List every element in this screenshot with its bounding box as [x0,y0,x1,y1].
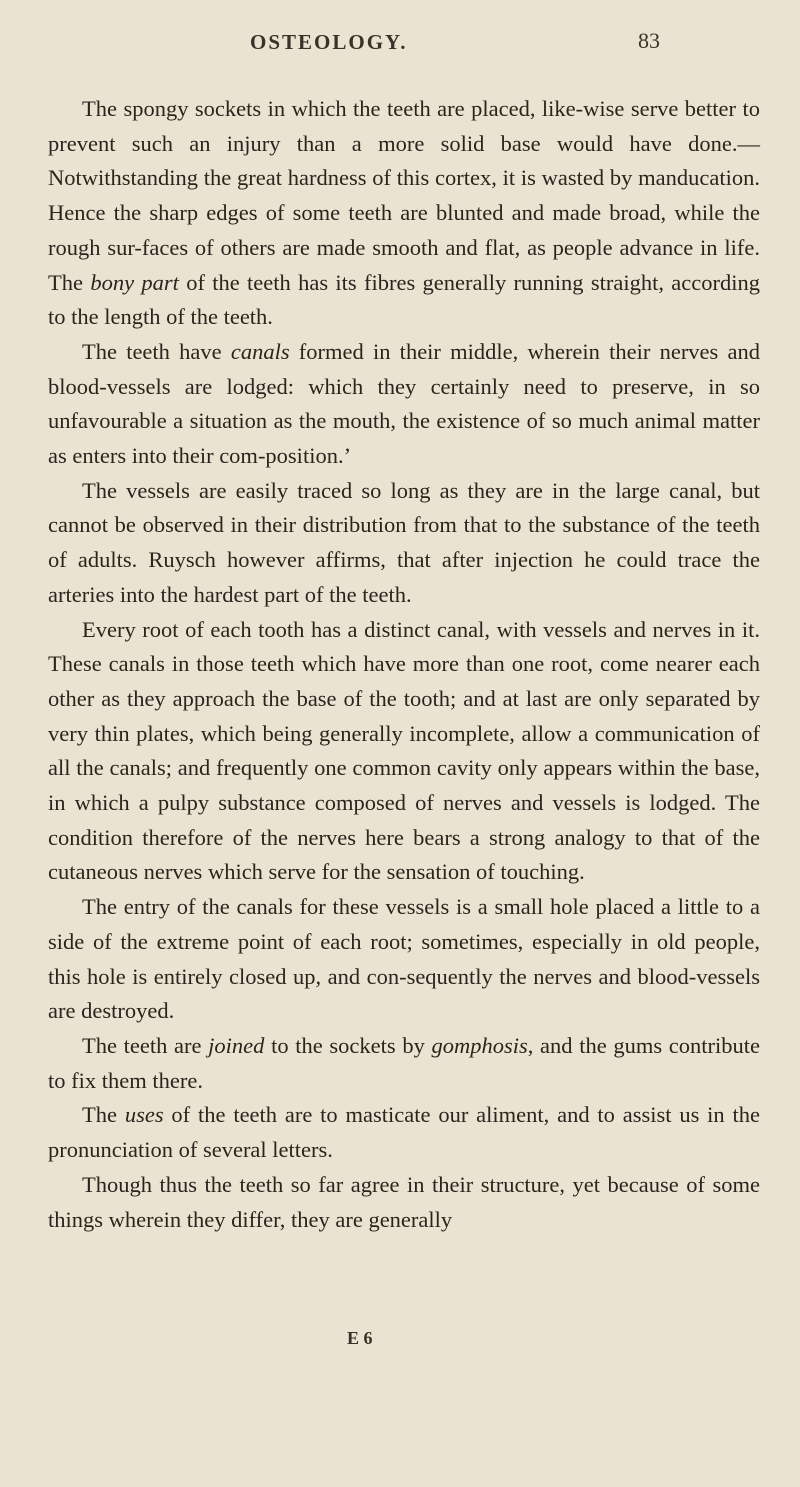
italic-term: joined [208,1032,265,1058]
text-segment: , and the gums contribute to fix them there. [48,1032,760,1093]
text-segment: The vessels are easily traced so long as they are in the large canal, but cannot be observed in their distribution from that to the substance of the teeth of adults. Ruysch however affirms, that after injection he could trace the arteries into the hardest part of the teeth. [48,477,760,607]
paragraph [48,890,760,1029]
running-head [0,18,800,58]
text-segment: The [82,1102,125,1128]
text-segment: formed in their middle, wherein their nerves and blood-vessels are lodged: which they certainly need to preserve, in so unfavourable a situation as the mouth, the existence of so much animal matter as enters into their com-position.’ [48,338,760,469]
paragraph [48,1098,760,1167]
page-number: 83 [638,28,660,53]
text-segment: The spongy sockets in which the teeth are placed, like-wise serve better to prevent such an injury than a more solid base would have done.—Notwithstanding the great hardness of this cortex, it is wasted by manducation. Hence the sharp edges of some teeth are blunted and made broad, while the rough sur-faces of others are made smooth and flat, as people advance in life. The [48,96,760,295]
paragraph [48,1168,760,1237]
text-segment: The teeth are [82,1032,209,1058]
running-title: OSTEOLOGY. [250,30,408,54]
text-segment: The teeth have [82,338,231,364]
paragraph [48,474,760,613]
text-segment: to the sockets by [264,1032,432,1058]
paragraph [48,613,760,891]
paragraph [48,335,760,474]
italic-term: bony part [90,269,179,295]
text-segment: The entry of the canals for these vessels is a small hole placed a little to a side of the extreme point of each root; sometimes, especially in old people, this hole is entirely closed up, and con-sequently the nerves and blood-vessels are destroyed. [48,894,760,1024]
text-segment: of the teeth has its fibres generally running straight, according to the length of the teeth. [48,269,761,330]
body-text [48,92,760,1237]
signature-mark: E 6 [347,1328,373,1348]
paragraph [48,92,760,335]
text-segment: of the teeth are to masticate our aliment, and to assist us in the pronunciation of several letters. [48,1102,761,1163]
paragraph [48,1029,760,1098]
italic-term: gomphosis [431,1032,528,1058]
text-segment: Every root of each tooth has a distinct canal, with vessels and nerves in it. These canals in those teeth which have more than one root, come nearer each other as they approach the base of the tooth; and at last are only separated by very thin plates, which being generally incomplete, allow a communication of all the canals; and frequently one common cavity only appears within the base, in which a pulpy substance composed of nerves and vessels is lodged. The condition therefore of the nerves here bears a strong analogy to that of the cutaneous nerves which serve for the sensation of touching. [48,616,760,885]
text-segment: Though thus the teeth so far agree in their structure, yet because of some things wherein they differ, they are generally [48,1171,760,1232]
italic-term: canals [230,338,290,364]
italic-term: uses [124,1102,164,1128]
